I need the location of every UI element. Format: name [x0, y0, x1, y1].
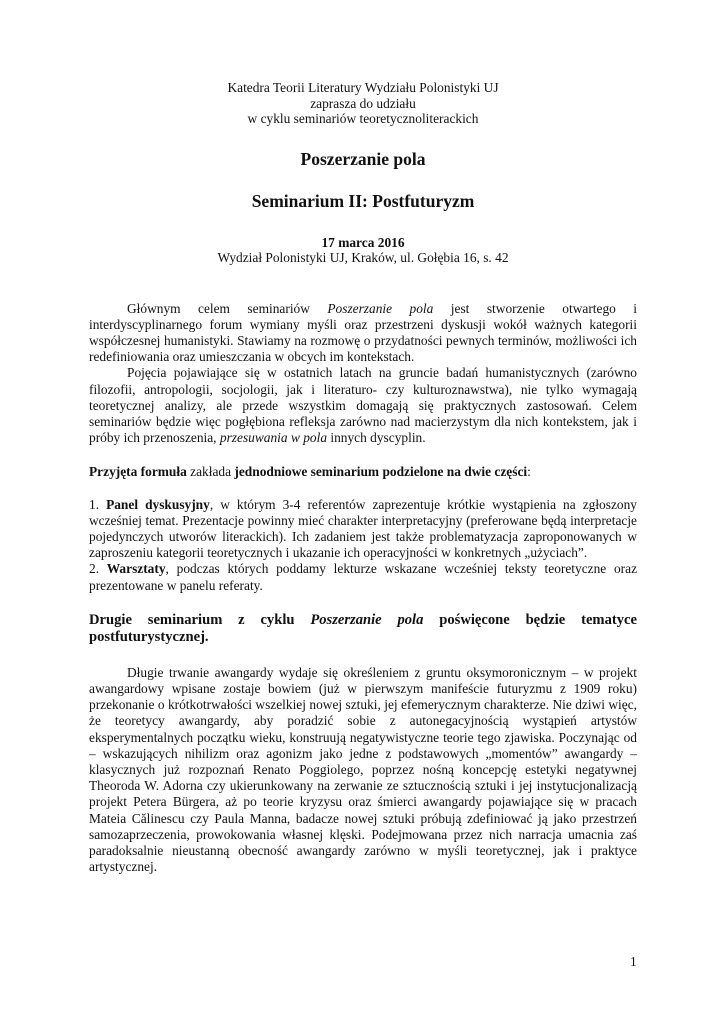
intro-paragraph-1: Głównym celem seminariów Poszerzanie pola jest stworzenie otwartego i interdyscyplinarnego forum wymiany myśli oraz przestrzeni dyskusji wokół ważnych kategorii współczesnej humanistyki. Stawiamy na rozmowę o przydatności pewnych terminów, możliwości ich redefiniowania oraz umieszczania w obcych im kontekstach.	[89, 300, 638, 365]
body-paragraph: Długie trwanie awangardy wydaje się określeniem z gruntu oksymoronicznym – w projekt awangardowy wpisane zostaje bowiem (już w pierwszym manifeście futuryzmu z 1909 roku) przekonanie o krótkotrwałości wszelkiej nowej sztuki, jej efemerycznym charakterze. Nie dziwi więc, że teoretycy awangardy, aby poradzić sobie z autonegacyjnością wystąpień artystów eksperymentalnych początku wieku, konstruują negatywistyczne teorie tego zjawiska. Poczynając od – wskazujących nihilizm oraz agonizm jako jedne z podstawowych „momentów” awangardy – klasycznych już rozpoznań Renato Poggiolego, poprzez nośną koncepcję estetyki negatywnej Theoroda W. Adorna czy ukierunkowany na zerwanie ze sztucznością sztuki i jej instytucjonalizacją projekt Petera Bürgera, aż po teorie kryzysu oraz śmierci awangardy pojawiające się w pracach Mateia Călinescu czy Paula Manna, badacze nowej sztuki próbują zdefiniować ją jako przestrzeń samozaprzeczenia, prowokowania własnej klęski. Podejmowana przez nich narracja umacnia zaś paradoksalnie nieustanną obecność awangardy zarówno w myśli teoretycznej, jak i praktyce artystycznej.	[89, 664, 637, 875]
list-item-workshops: 2. Warsztaty, podczas których poddamy lekturze wskazane wcześniej teksty teoretyczne oraz prezentowane w panelu referaty.	[89, 561, 638, 593]
section-heading: Drugie seminarium z cyklu Poszerzanie pola poświęcone będzie tematyce postfuturystycznej.	[89, 611, 637, 646]
header-line-2: zaprasza do udziału	[310, 95, 416, 111]
header-line-1: Katedra Teorii Literatury Wydziału Polonistyki UJ	[227, 80, 499, 95]
document-title: Poszerzanie pola	[300, 148, 426, 169]
header-line-3: w cyklu seminariów teoretycznoliterackich	[247, 111, 479, 126]
event-place: Wydział Polonistyki UJ, Kraków, ul. Gołębia 16, s. 42	[217, 250, 509, 265]
emphasis-phrase: przesuwania w pola	[219, 430, 328, 446]
event-date: 17 marca 2016	[321, 234, 405, 250]
organizer-header	[89, 80, 637, 127]
page-number: 1	[630, 954, 637, 969]
list-item-panel: 1. Panel dyskusyjny, w którym 3-4 referentów zaprezentuje krótkie wystąpienia na zgłoszony wcześniej temat. Prezentacje powinny mieć charakter interpretacyjny (preferowane będą interpretacje pojedynczych utworów literackich). Ich zadaniem jest także problematyzacja zaproponowanych w zaproszeniu kategorii teoretycznych i ukazanie ich operacyjności w konkretnych „użyciach”.	[89, 496, 637, 561]
document-page	[89, 80, 637, 875]
series-name: Poszerzanie pola	[327, 300, 434, 316]
formula-paragraph: Przyjęta formuła zakłada jednodniowe seminarium podzielone na dwie części:	[89, 464, 531, 480]
document-subtitle: Seminarium II: Postfuturyzm	[251, 190, 475, 211]
intro-paragraph-2: Pojęcia pojawiające się w ostatnich latach na gruncie badań humanistycznych (zarówno filozofii, antropologii, socjologii, jak i literaturo- czy kulturoznawstwa), nie tylko wymagają teoretycznej analizy, ale przede wszystkim domagają się praktycznych zastosowań. Celem seminariów będzie więc pogłębiona refleksja zarówno nad macierzystym dla nich kontekstem, jak i próby ich przenoszenia, przesuwania w pola innych dyscyplin.	[89, 365, 637, 446]
